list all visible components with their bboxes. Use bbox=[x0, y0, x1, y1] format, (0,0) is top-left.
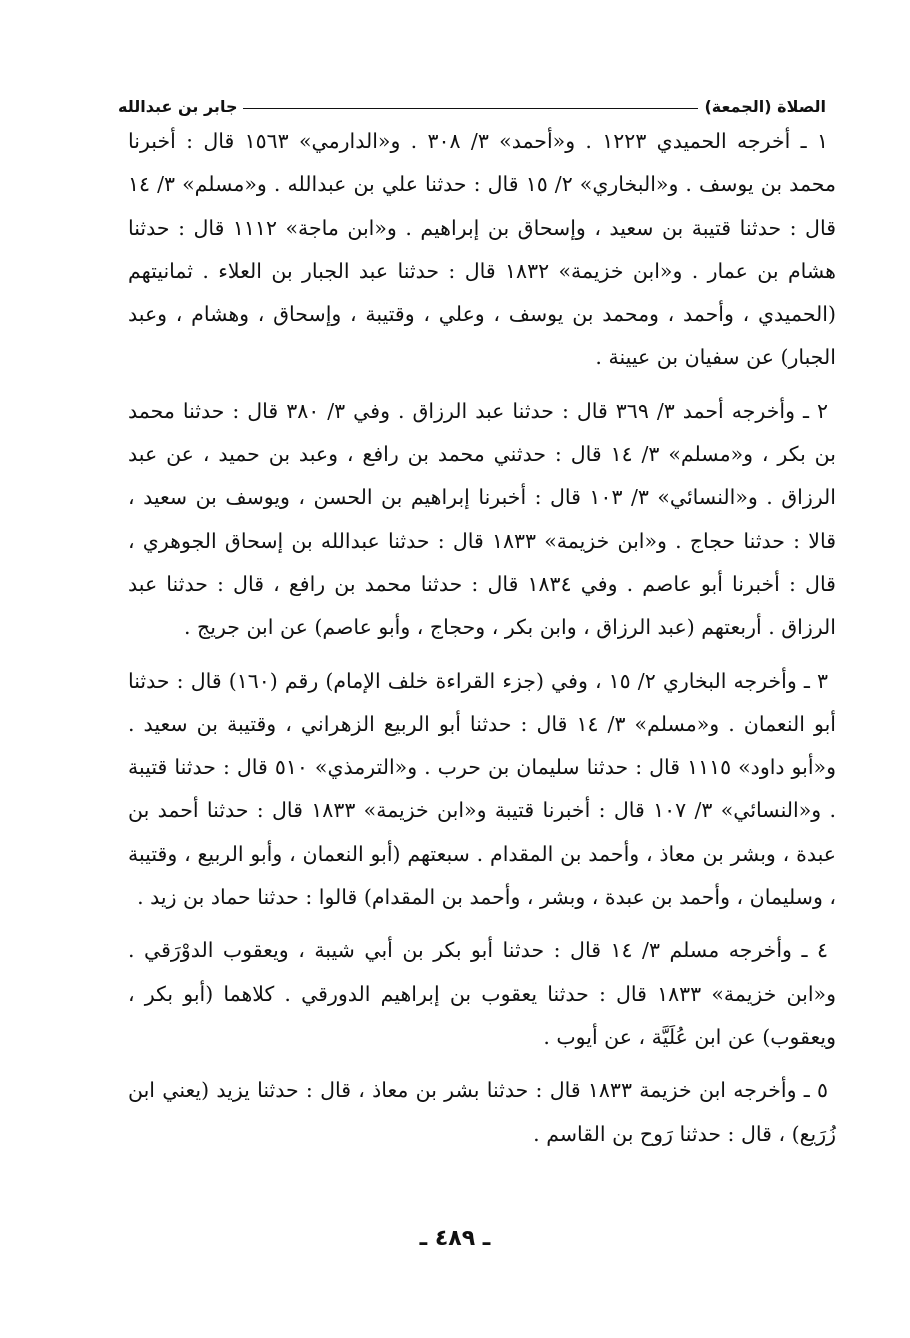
chapter-title: الصلاة (الجمعة) bbox=[704, 97, 826, 116]
page-body bbox=[128, 120, 836, 1166]
paragraph-4: ٤ ـ وأخرجه مسلم ٣/ ١٤ قال : حدثنا أبو بكر بن أبي شيبة ، ويعقوب الدوْرَقي . و«ابن خزيمة» ١٨٣٣ قال : حدثنا يعقوب بن إبراهيم الدورقي . كلاهما (أبو بكر ، ويعقوب) عن ابن عُلَيَّة ، عن أيوب . bbox=[128, 938, 837, 1049]
running-header bbox=[118, 88, 826, 116]
page-number: ـ ٤٨٩ ـ bbox=[419, 1226, 491, 1251]
paragraph-3: ٣ ـ وأخرجه البخاري ٢/ ١٥ ، وفي (جزء القراءة خلف الإمام) رقم (١٦٠) قال : حدثنا أبو النعمان . و«مسلم» ٣/ ١٤ قال : حدثنا أبو الربيع الزهراني ، وقتيبة بن سعيد . و«أبو داود» ١١١٥ قال : حدثنا سليمان بن حرب . و«الترمذي» ٥١٠ قال : حدثنا قتيبة . و«النسائي» ٣/ ١٠٧ قال : أخبرنا قتيبة و«ابن خزيمة» ١٨٣٣ قال : حدثنا أحمد بن عبدة ، وبشر بن معاذ ، وأحمد بن المقدام . سبعتهم (أبو النعمان ، وأبو الربيع ، وقتيبة ، وسليمان ، وأحمد بن عبدة ، وبشر ، وأحمد بن المقدام) قالوا : حدثنا حماد بن زيد . bbox=[128, 668, 836, 910]
header-rule bbox=[243, 108, 698, 109]
paragraph-2: ٢ ـ وأخرجه أحمد ٣/ ٣٦٩ قال : حدثنا عبد الرزاق . وفي ٣/ ٣٨٠ قال : حدثنا محمد بن بكر ، و«مسلم» ٣/ ١٤ قال : حدثني محمد بن رافع ، وعبد بن حميد ، عن عبد الرزاق . و«النسائي» ٣/ ١٠٣ قال : أخبرنا إبراهيم بن الحسن ، ويوسف بن سعيد ، قالا : حدثنا حجاج . و«ابن خزيمة» ١٨٣٣ قال : حدثنا عبدالله بن إسحاق الجوهري ، قال : أخبرنا أبو عاصم . وفي ١٨٣٤ قال : حدثنا محمد بن رافع ، قال : حدثنا عبد الرزاق . أربعتهم (عبد الرزاق ، وابن بكر ، وحجاج ، وأبو عاصم) عن ابن جريج . bbox=[128, 398, 836, 640]
paragraph-1: ١ ـ أخرجه الحميدي ١٢٢٣ . و«أحمد» ٣/ ٣٠٨ . و«الدارمي» ١٥٦٣ قال : أخبرنا محمد بن يوسف . و«البخاري» ٢/ ١٥ قال : حدثنا علي بن عبدالله . و«مسلم» ٣/ ١٤ قال : حدثنا قتيبة بن سعيد ، وإسحاق بن إبراهيم . و«ابن ماجة» ١١١٢ قال : حدثنا هشام بن عمار . و«ابن خزيمة» ١٨٣٢ قال : حدثنا عبد الجبار بن العلاء . ثمانيتهم (الحميدي ، وأحمد ، ومحمد بن يوسف ، وعلي ، وقتيبة ، وإسحاق ، وهشام ، وعبد الجبار) عن سفيان بن عيينة . bbox=[128, 129, 837, 370]
companion-name: جابر بن عبدالله bbox=[118, 97, 238, 116]
paragraph-5: ٥ ـ وأخرجه ابن خزيمة ١٨٣٣ قال : حدثنا بشر بن معاذ ، قال : حدثنا يزيد (يعني ابن زُرَيع) ، قال : حدثنا رَوح بن القاسم . bbox=[128, 1078, 836, 1146]
